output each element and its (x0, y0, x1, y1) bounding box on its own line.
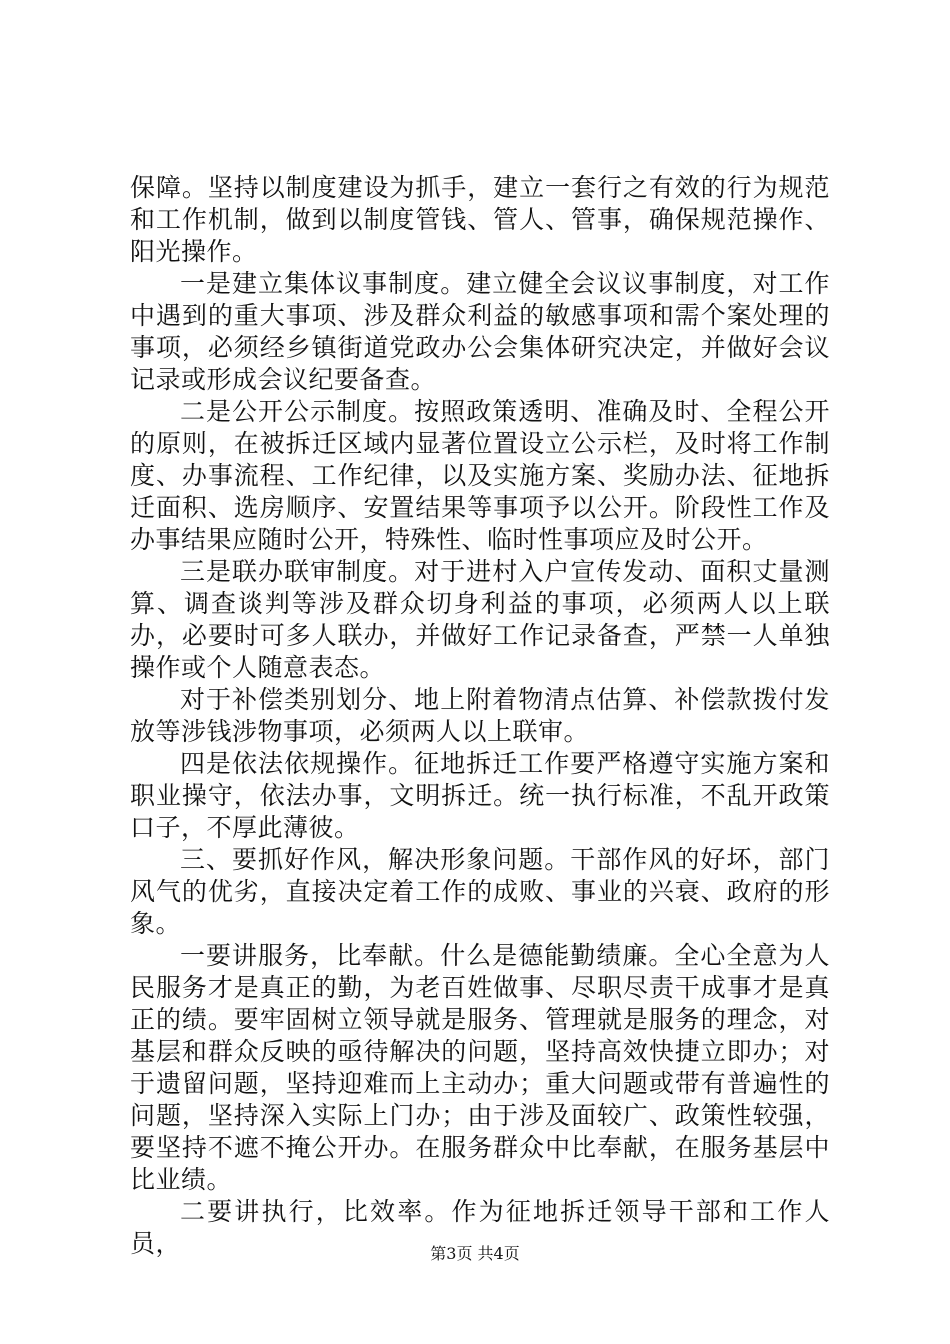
body-paragraph: 三、要抓好作风，解决形象问题。干部作风的好坏，部门风气的优劣，直接决定着工作的成败、事业的兴衰、政府的形象。 (130, 845, 830, 938)
body-paragraph: 二是公开公示制度。按照政策透明、准确及时、全程公开的原则，在被拆迁区域内显著位置设立公示栏，及时将工作制度、办事流程、工作纪律，以及实施方案、奖励办法、征地拆迁面积、选房顺序、安置结果等事项予以公开。阶段性工作及办事结果应随时公开，特殊性、临时性事项应及时公开。 (130, 397, 830, 554)
document-body (130, 172, 830, 1260)
body-paragraph: 三是联办联审制度。对于进村入户宣传发动、面积丈量测算、调查谈判等涉及群众切身利益的事项，必须两人以上联办，必要时可多人联办，并做好工作记录备查，严禁一人单独操作或个人随意表态。 (130, 557, 830, 682)
body-paragraph: 四是依法依规操作。征地拆迁工作要严格遵守实施方案和职业操守，依法办事，文明拆迁。统一执行标准，不乱开政策口子，不厚此薄彼。 (130, 749, 830, 842)
page-footer: 第3页 共4页 (430, 1244, 520, 1263)
body-paragraph: 对于补偿类别划分、地上附着物清点估算、补偿款拨付发放等涉钱涉物事项，必须两人以上联审。 (130, 685, 830, 746)
body-paragraph: 保障。坚持以制度建设为抓手，建立一套行之有效的行为规范和工作机制，做到以制度管钱、管人、管事，确保规范操作、阳光操作。 (130, 173, 830, 266)
body-paragraph: 一是建立集体议事制度。建立健全会议议事制度，对工作中遇到的重大事项、涉及群众利益的敏感事项和需个案处理的事项，必须经乡镇街道党政办公会集体研究决定，并做好会议记录或形成会议纪要备查。 (130, 269, 830, 394)
body-paragraph: 二要讲执行，比效率。作为征地拆迁领导干部和工作人员， (130, 1197, 830, 1258)
body-paragraph: 一要讲服务，比奉献。什么是德能勤绩廉。全心全意为人民服务才是真正的勤，为老百姓做事、尽职尽责干成事才是真正的绩。要牢固树立领导就是服务、管理就是服务的理念，对基层和群众反映的亟待解决的问题，坚持高效快捷立即办；对于遗留问题，坚持迎难而上主动办；重大问题或带有普遍性的问题，坚持深入实际上门办；由于涉及面较广、政策性较强，要坚持不遮不掩公开办。在服务群众中比奉献，在服务基层中比业绩。 (130, 941, 830, 1194)
